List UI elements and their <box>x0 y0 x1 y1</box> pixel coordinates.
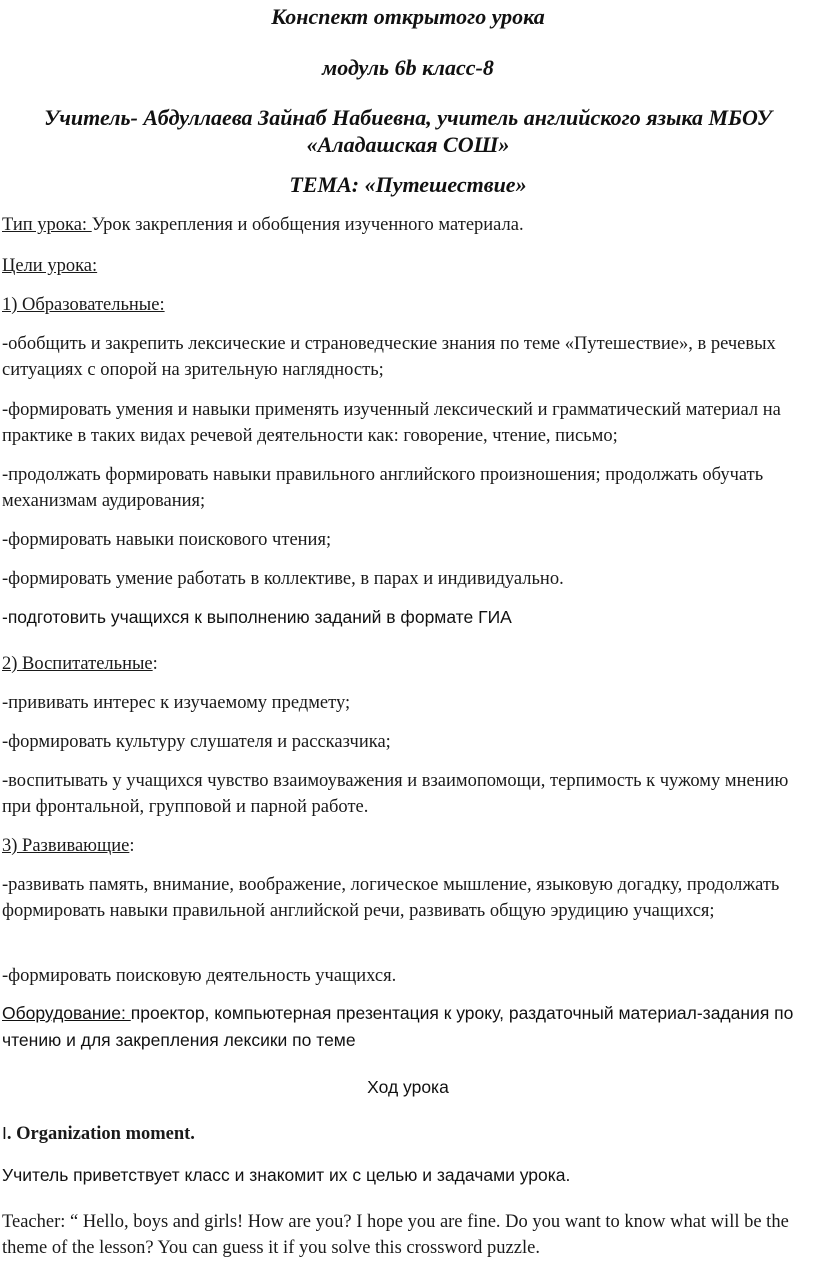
educational-goal-6: -подготовить учащихся к выполнению заданий в формате ГИА <box>2 607 512 627</box>
lesson-type <box>2 212 814 238</box>
lesson-type-label: Тип урока: <box>2 215 92 235</box>
educational-goal-2: -формировать умения и навыки применять изученный лексический и грамматический материал на практике в таких видах речевой деятельности как: говорение, чтение, письмо; <box>2 400 781 446</box>
upbringing-goal-2: -формировать культуру слушателя и рассказчика; <box>2 732 391 752</box>
teacher-line: Учитель- Абдуллаева Зайнаб Набиевна, учитель английского языка МБОУ <box>44 105 772 130</box>
teacher-speech: Teacher: “ Hello, boys and girls! How are you? I hope you are fine. Do you want to know what will be the theme of the lesson? You can guess it if you solve this crossword puzzle. <box>2 1212 789 1258</box>
educational-heading: 1) Образовательные: <box>2 295 165 315</box>
goals-label: Цели урока: <box>2 256 98 276</box>
school-name: «Аладашская СОШ» <box>306 132 510 157</box>
equipment-label: Оборудование: <box>2 1003 131 1023</box>
educational-goal-1: -обобщить и закрепить лексические и страноведческие знания по теме «Путешествие», в речевых ситуациях с опорой на зрительную наглядность; <box>2 334 776 380</box>
educational-goal-3: -продолжать формировать навыки правильного английского произношения; продолжать обучать механизмам аудирования; <box>2 465 764 511</box>
equipment-text: проектор, компьютерная презентация к уроку, раздаточный материал-задания по чтению и для закрепления лексики по теме <box>2 1003 794 1050</box>
lesson-type-text: Урок закрепления и обобщения изученного материала. <box>91 215 524 235</box>
lesson-theme: ТЕМА: «Путешествие» <box>289 172 527 197</box>
course-title: Ход урока <box>367 1077 449 1097</box>
module-class-line: модуль 6b класс-8 <box>322 55 494 80</box>
educational-goal-5: -формировать умение работать в коллективе, в парах и индивидуально. <box>2 569 564 589</box>
developing-heading: 3) Развивающие: <box>2 836 135 856</box>
developing-goal-2: -формировать поисковую деятельность учащихся. <box>2 966 397 986</box>
upbringing-heading: 2) Воспитательные: <box>2 654 158 674</box>
stage1-heading: I. Organization moment. <box>2 1123 195 1144</box>
stage1-description: Учитель приветствует класс и знакомит их с целью и задачами урока. <box>2 1165 571 1185</box>
developing-goal-1: -развивать память, внимание, воображение, логическое мышление, языковую догадку, продолжать формировать навыки правильной английской речи, развивать общую эрудицию учащихся; <box>2 875 780 921</box>
upbringing-goal-3: -воспитывать у учащихся чувство взаимоуважения и взаимопомощи, терпимость к чужому мнению при фронтальной, групповой и парной работе. <box>2 771 789 817</box>
educational-goal-4: -формировать навыки поискового чтения; <box>2 530 332 550</box>
upbringing-goal-1: -прививать интерес к изучаемому предмету; <box>2 693 351 713</box>
document-title: Конспект открытого урока <box>271 4 545 29</box>
equipment <box>2 1000 814 1054</box>
